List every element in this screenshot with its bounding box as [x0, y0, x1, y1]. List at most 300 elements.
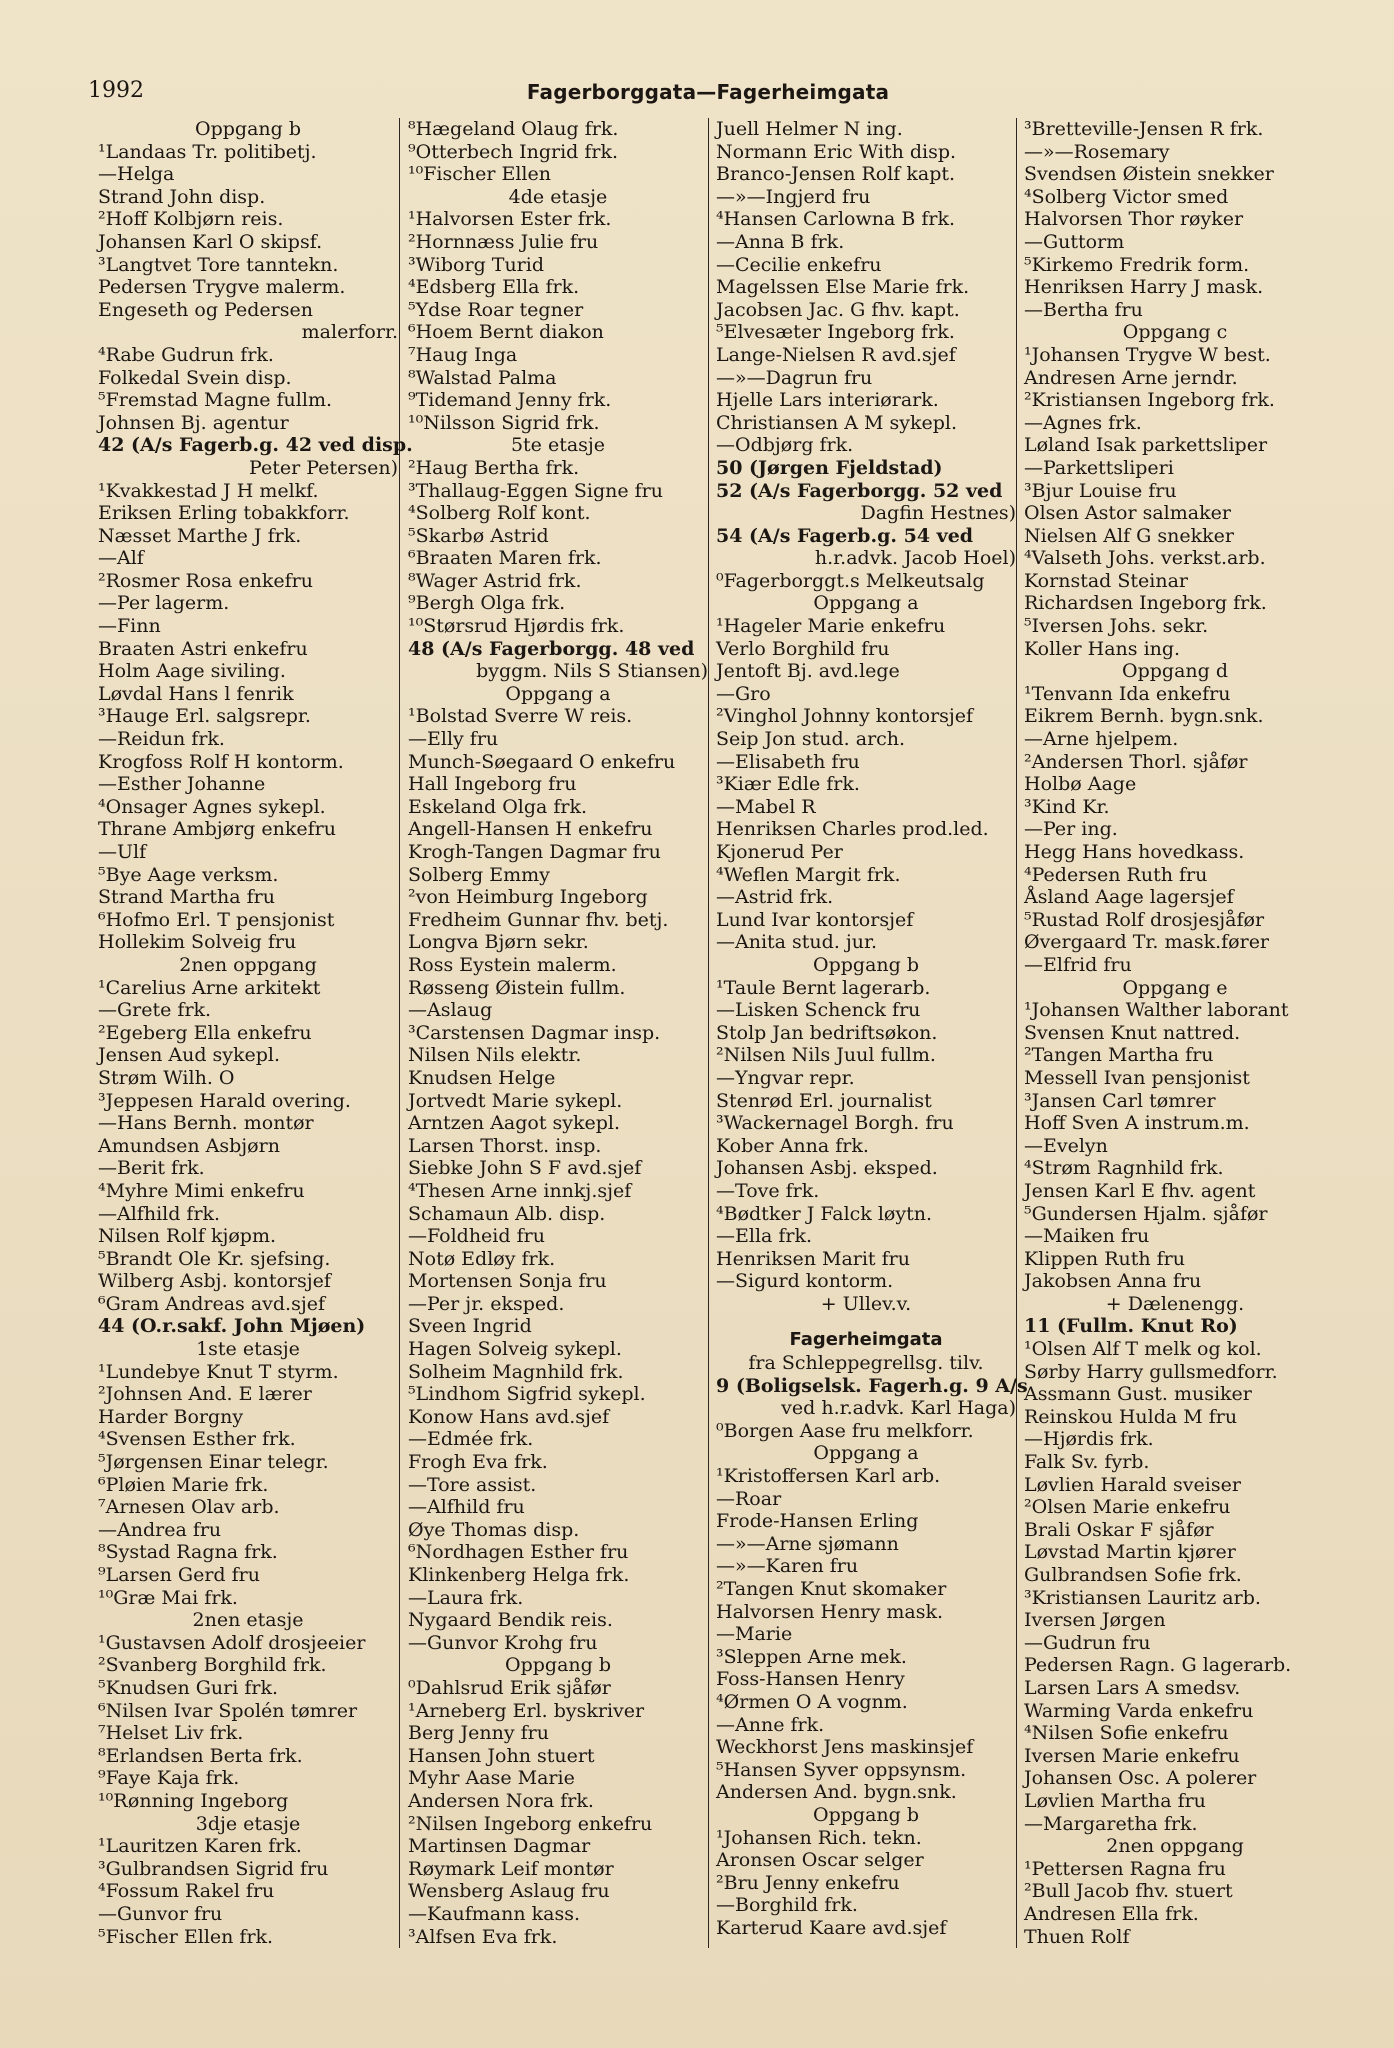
- directory-entry: Berg Jenny fru: [408, 1722, 549, 1745]
- directory-entry: Richardsen Ingeborg frk.: [1024, 592, 1267, 615]
- directory-entry: —Helga: [98, 163, 175, 186]
- directory-entry: Klinkenberg Helga frk.: [408, 1564, 630, 1586]
- directory-entry: —Gudrun fru: [1024, 1631, 1151, 1654]
- directory-entry: —Ella frk.: [716, 1225, 813, 1248]
- directory-entry: ⁵Elvesæter Ingeborg frk.: [716, 321, 955, 344]
- directory-entry: ²von Heimburg Ingeborg: [408, 886, 648, 909]
- directory-entry: ³Alfsen Eva frk.: [408, 1925, 558, 1948]
- directory-entry: Brali Oskar F sjåfør: [1024, 1518, 1214, 1541]
- column-3: [716, 118, 1028, 1940]
- directory-entry: —Gro: [716, 682, 771, 705]
- directory-entry: ¹Carelius Arne arkitekt: [98, 976, 321, 999]
- directory-entry: Kjonerud Per: [716, 841, 843, 863]
- directory-entry: —Andrea fru: [98, 1518, 222, 1541]
- directory-entry: ¹Johansen Rich. tekn.: [716, 1826, 922, 1849]
- directory-entry: ⁴Bødtker J Falck løytn.: [716, 1202, 933, 1225]
- directory-entry: ⁴Svensen Esther frk.: [98, 1428, 296, 1451]
- directory-entry: —Evelyn: [1024, 1134, 1108, 1157]
- directory-entry: ¹Hageler Marie enkefru: [716, 615, 946, 638]
- directory-entry: Andersen Nora frk.: [408, 1789, 594, 1812]
- directory-entry: Eriksen Erling tobakkforr.: [98, 502, 350, 525]
- section-heading: 2nen oppgang: [1106, 1835, 1244, 1858]
- directory-entry: —Foldheid fru: [408, 1225, 545, 1248]
- directory-entry: Andersen And. bygn.snk.: [716, 1781, 957, 1804]
- directory-entry: Sveen Ingrid: [408, 1315, 532, 1338]
- directory-entry: —Alf: [98, 547, 144, 570]
- directory-entry: Øvergaard Tr. mask.fører: [1024, 931, 1270, 954]
- directory-entry: Schamaun Alb. disp.: [408, 1202, 606, 1225]
- directory-entry: —Borghild frk.: [716, 1894, 858, 1917]
- section-heading: 4de etasje: [508, 185, 608, 208]
- directory-entry: ²Bull Jacob fhv. stuert: [1024, 1880, 1233, 1903]
- directory-entry: Normann Eric With disp.: [716, 140, 957, 163]
- section-heading: Oppgang b: [813, 953, 919, 976]
- entry-continuation: byggm. Nils S Stiansen): [476, 660, 708, 683]
- directory-entry: ⁹Bergh Olga frk.: [408, 592, 566, 615]
- directory-entry: ⁵Ydse Roar tegner: [408, 298, 584, 321]
- directory-entry: ¹Landaas Tr. politibetj.: [98, 140, 317, 163]
- directory-entry: —Maiken fru: [1024, 1225, 1150, 1248]
- directory-entry: Løvstad Martin kjører: [1024, 1541, 1236, 1564]
- directory-entry: Åsland Aage lagersjef: [1024, 886, 1234, 909]
- directory-entry: Braaten Astri enkefru: [98, 637, 308, 660]
- directory-entry: Pedersen Trygve malerm.: [98, 276, 346, 299]
- page-header: [88, 78, 1328, 108]
- directory-entry: ¹Bolstad Sverre W reis.: [408, 705, 633, 728]
- section-heading: 1ste etasje: [196, 1338, 300, 1361]
- directory-entry: ⁹Larsen Gerd fru: [98, 1564, 260, 1586]
- directory-entry: Lange-Nielsen R avd.sjef: [716, 343, 956, 366]
- directory-entry: ⁰Dahlsrud Erik sjåfør: [408, 1676, 611, 1699]
- building-heading: 44 (O.r.sakf. John Mjøen): [98, 1315, 366, 1338]
- spacer: [716, 1315, 1016, 1329]
- column-1: [98, 118, 413, 1948]
- directory-entry: —»—Rosemary: [1024, 140, 1170, 163]
- directory-entry: —Gunvor Krohg fru: [408, 1631, 598, 1654]
- directory-entry: Iversen Marie enkefru: [1024, 1744, 1240, 1767]
- directory-entry: —»—Arne sjømann: [716, 1532, 899, 1555]
- section-heading: 2nen etasje: [192, 1609, 304, 1632]
- directory-entry: —Bertha fru: [1024, 298, 1143, 321]
- directory-entry: Branco-Jensen Rolf kapt.: [716, 163, 956, 186]
- directory-entry: Aronsen Oscar selger: [716, 1849, 924, 1872]
- directory-entry: ⁷Helset Liv frk.: [98, 1722, 244, 1745]
- directory-entry: Wilberg Asbj. kontorsjef: [98, 1270, 331, 1293]
- directory-entry: —Kaufmann kass.: [408, 1902, 581, 1925]
- directory-entry: Weckhorst Jens maskinsjef: [716, 1736, 974, 1759]
- directory-entry: ⁹Faye Kaja frk.: [98, 1767, 240, 1790]
- directory-entry: —Reidun frk.: [98, 728, 225, 751]
- directory-entry: Johansen Osc. A polerer: [1024, 1767, 1257, 1790]
- section-heading: Oppgang b: [195, 118, 301, 140]
- directory-columns: [0, 118, 1394, 2018]
- directory-entry: Solberg Emmy: [408, 863, 550, 886]
- directory-entry: Siebke John S F avd.sjef: [408, 1157, 642, 1180]
- directory-entry: ⁴Solberg Rolf kont.: [408, 502, 591, 525]
- page-number: 1992: [88, 78, 144, 103]
- directory-entry: ⁹Tidemand Jenny frk.: [408, 389, 612, 412]
- directory-entry: Munch-Søegaard O enkefru: [408, 750, 676, 773]
- directory-entry: ⁴Ørmen O A vognm.: [716, 1690, 908, 1713]
- directory-entry: ¹Taule Bernt lagerarb.: [716, 976, 931, 999]
- directory-entry: Henriksen Marit fru: [716, 1247, 910, 1270]
- directory-entry: ⁵Iversen Johs. sekr.: [1024, 615, 1209, 638]
- directory-entry: —Aslaug: [408, 999, 493, 1022]
- directory-entry: Krogfoss Rolf H kontorm.: [98, 750, 344, 773]
- directory-entry: —Per jr. eksped.: [408, 1292, 565, 1315]
- directory-entry: ⁴Solberg Victor smed: [1024, 185, 1229, 208]
- directory-entry: —Odbjørg frk.: [716, 434, 854, 457]
- directory-entry: Thrane Ambjørg enkefru: [98, 818, 336, 841]
- directory-entry: ⁴Pedersen Ruth fru: [1024, 863, 1208, 886]
- directory-entry: ³Bjur Louise fru: [1024, 479, 1177, 502]
- directory-entry: Jensen Aud sykepl.: [98, 1044, 281, 1067]
- directory-entry: Næsset Marthe J frk.: [98, 524, 302, 547]
- directory-entry: ²Kristiansen Ingeborg frk.: [1024, 389, 1275, 412]
- directory-entry: —Yngvar repr.: [716, 1066, 855, 1089]
- directory-entry: Hegg Hans hovedkass.: [1024, 841, 1245, 863]
- directory-entry: Messell Ivan pensjonist: [1024, 1066, 1250, 1089]
- directory-entry: Larsen Lars A smedsv.: [1024, 1676, 1241, 1699]
- directory-entry: ¹Tenvann Ida enkefru: [1024, 682, 1231, 705]
- page-title: Fagerborggata—Fagerheimgata: [526, 80, 890, 104]
- directory-entry: ¹Kristoffersen Karl arb.: [716, 1465, 941, 1488]
- directory-entry: —Parkettsliperi: [1024, 456, 1174, 479]
- directory-entry: Jacobsen Jac. G fhv. kapt.: [716, 298, 960, 321]
- directory-entry: —Per ing.: [1024, 818, 1118, 841]
- directory-entry: ³Thallaug-Eggen Signe fru: [408, 479, 663, 502]
- building-heading: 11 (Fullm. Knut Ro): [1024, 1315, 1238, 1338]
- directory-entry: ²Hoff Kolbjørn reis.: [98, 208, 284, 231]
- directory-entry: Nygaard Bendik reis.: [408, 1609, 613, 1632]
- directory-entry: ⁶Braaten Maren frk.: [408, 547, 602, 570]
- directory-entry: Reinskou Hulda M fru: [1024, 1405, 1238, 1428]
- directory-entry: ²Tangen Martha fru: [1024, 1044, 1214, 1067]
- section-heading: 2nen oppgang: [179, 953, 317, 976]
- directory-entry: —Cecilie enkefru: [716, 253, 882, 276]
- directory-entry: —Per lagerm.: [98, 592, 230, 615]
- directory-entry: —Roar: [716, 1487, 782, 1510]
- directory-entry: Henriksen Charles prod.led.: [716, 818, 989, 841]
- directory-entry: ²Olsen Marie enkefru: [1024, 1496, 1231, 1519]
- directory-entry: Warming Varda enkefru: [1024, 1699, 1254, 1722]
- directory-entry: —Sigurd kontorm.: [716, 1270, 894, 1293]
- directory-entry: Henriksen Harry J mask.: [1024, 276, 1264, 299]
- directory-entry: ²Haug Bertha frk.: [408, 456, 580, 479]
- directory-entry: Solheim Magnhild frk.: [408, 1360, 624, 1383]
- directory-entry: ¹Lundebye Knut T styrm.: [98, 1360, 339, 1383]
- directory-entry: ⁴Myhre Mimi enkefru: [98, 1179, 305, 1202]
- directory-entry: Holm Aage siviling.: [98, 660, 286, 683]
- directory-entry: Mortensen Sonja fru: [408, 1270, 607, 1293]
- section-heading: Oppgang a: [813, 1442, 919, 1465]
- directory-entry: ¹Kvakkestad J H melkf.: [98, 479, 319, 502]
- directory-entry: Strand Martha fru: [98, 886, 275, 909]
- directory-entry: —Edmée frk.: [408, 1428, 534, 1451]
- section-heading: Oppgang d: [1122, 660, 1228, 683]
- directory-entry: ²Svanberg Borghild frk.: [98, 1654, 327, 1677]
- building-heading: 42 (A/s Fagerb.g. 42 ved disp.: [98, 434, 413, 457]
- directory-entry: ⁶Hofmo Erl. T pensjonist: [98, 908, 335, 931]
- entry-continuation: ved h.r.advk. Karl Haga): [781, 1397, 1016, 1420]
- directory-entry: Arntzen Aagot sykepl.: [408, 1112, 621, 1135]
- directory-entry: ¹Gustavsen Adolf drosjeeier: [98, 1631, 366, 1654]
- directory-entry: —Elly fru: [408, 728, 499, 751]
- directory-entry: Wensberg Aslaug fru: [408, 1880, 610, 1903]
- building-heading: 9 (Boligselsk. Fagerh.g. 9 A/s: [716, 1374, 1028, 1397]
- directory-entry: Kober Anna frk.: [716, 1134, 869, 1157]
- directory-entry: ³Gulbrandsen Sigrid fru: [98, 1857, 329, 1880]
- entry-continuation: Peter Petersen): [249, 456, 398, 479]
- directory-entry: —»—Ingjerd fru: [716, 185, 871, 208]
- directory-entry: Karterud Kaare avd.sjef: [716, 1916, 947, 1939]
- directory-entry: Falk Sv. fyrb.: [1024, 1451, 1150, 1474]
- directory-entry: —Hans Bernh. montør: [98, 1112, 314, 1135]
- directory-entry: Johnsen Bj. agentur: [98, 411, 289, 434]
- directory-entry: ⁵Brandt Ole Kr. sjefsing.: [98, 1247, 331, 1270]
- directory-entry: Iversen Jørgen: [1024, 1609, 1166, 1632]
- directory-entry: ⁵Rustad Rolf drosjesjåfør: [1024, 908, 1265, 931]
- directory-entry: Koller Hans ing.: [1024, 637, 1181, 660]
- directory-entry: Fredheim Gunnar fhv. betj.: [408, 908, 669, 931]
- directory-entry: ⁴Hansen Carlowna B frk.: [716, 208, 956, 231]
- directory-entry: ²Hornnæss Julie fru: [408, 230, 599, 253]
- directory-entry: Frode-Hansen Erling: [716, 1510, 919, 1533]
- directory-entry: ⁶Nilsen Ivar Spolén tømrer: [98, 1699, 358, 1722]
- directory-entry: Krogh-Tangen Dagmar fru: [408, 841, 661, 863]
- directory-entry: Løland Isak parkettsliper: [1024, 434, 1268, 457]
- directory-entry: Hall Ingeborg fru: [408, 773, 577, 796]
- directory-entry: ³Carstensen Dagmar insp.: [408, 1021, 661, 1044]
- directory-entry: Harder Borgny: [98, 1405, 244, 1428]
- directory-entry: ⁴Strøm Ragnhild frk.: [1024, 1157, 1224, 1180]
- directory-entry: Hjelle Lars interiørark.: [716, 389, 939, 412]
- directory-entry: Løvlien Martha fru: [1024, 1789, 1206, 1812]
- directory-entry: ³Jansen Carl tømrer: [1024, 1089, 1216, 1112]
- directory-entry: Seip Jon stud. arch.: [716, 728, 906, 751]
- entry-continuation: Dagfin Hestnes): [860, 502, 1016, 525]
- entry-continuation: h.r.advk. Jacob Hoel): [814, 547, 1016, 570]
- directory-entry: —Finn: [98, 615, 161, 638]
- directory-entry: Eskeland Olga frk.: [408, 795, 588, 818]
- directory-entry: ⁴Rabe Gudrun frk.: [98, 343, 274, 366]
- directory-entry: ⁸Systad Ragna frk.: [98, 1541, 278, 1564]
- directory-entry: Angell-Hansen H enkefru: [408, 818, 653, 841]
- directory-entry: Notø Edløy frk.: [408, 1247, 556, 1270]
- directory-entry: Øye Thomas disp.: [408, 1518, 580, 1541]
- directory-entry: Nielsen Alf G snekker: [1024, 524, 1234, 547]
- directory-entry: Frogh Eva frk.: [408, 1451, 548, 1474]
- directory-entry: Magelssen Else Marie frk.: [716, 276, 970, 299]
- directory-entry: Christiansen A M sykepl.: [716, 411, 958, 434]
- directory-entry: Hansen John stuert: [408, 1744, 595, 1767]
- directory-entry: Gulbrandsen Sofie frk.: [1024, 1564, 1242, 1586]
- directory-entry: —Anne frk.: [716, 1713, 825, 1736]
- directory-entry: Stenrød Erl. journalist: [716, 1089, 932, 1112]
- section-heading: Oppgang c: [1122, 321, 1228, 344]
- directory-entry: Løvdal Hans l fenrik: [98, 682, 294, 705]
- directory-entry: ³Jeppesen Harald overing.: [98, 1089, 351, 1112]
- directory-entry: —Berit frk.: [98, 1157, 205, 1180]
- directory-entry: ⁵Skarbø Astrid: [408, 524, 549, 547]
- directory-entry: Røsseng Øistein fullm.: [408, 976, 626, 999]
- directory-entry: ⁸Erlandsen Berta frk.: [98, 1744, 303, 1767]
- directory-entry: —Tore assist.: [408, 1473, 537, 1496]
- directory-entry: —Agnes frk.: [1024, 411, 1142, 434]
- directory-entry: —Elisabeth fru: [716, 750, 860, 773]
- directory-entry: —Mabel R: [716, 795, 816, 818]
- directory-entry: ¹Johansen Trygve W best.: [1024, 343, 1271, 366]
- directory-entry: ¹Pettersen Ragna fru: [1024, 1857, 1226, 1880]
- directory-entry: ³Wackernagel Borgh. fru: [716, 1112, 954, 1135]
- directory-entry: —Guttorm: [1024, 230, 1125, 253]
- directory-entry: Olsen Astor salmaker: [1024, 502, 1231, 525]
- directory-entry: Engeseth og Pedersen: [98, 298, 313, 321]
- directory-entry: ²Bru Jenny enkefru: [716, 1871, 900, 1894]
- directory-entry: ³Wiborg Turid: [408, 253, 545, 276]
- section-heading: Oppgang a: [813, 592, 919, 615]
- directory-entry: Halvorsen Thor røyker: [1024, 208, 1244, 231]
- directory-entry: ⁶Hoem Bernt diakon: [408, 321, 604, 344]
- directory-entry: ⁴Valseth Johs. verkst.arb.: [1024, 547, 1266, 570]
- directory-entry: Verlo Borghild fru: [716, 637, 890, 660]
- directory-entry: Thuen Rolf: [1024, 1925, 1130, 1948]
- directory-entry: ⁷Haug Inga: [408, 343, 518, 366]
- directory-entry: ¹Olsen Alf T melk og kol.: [1024, 1338, 1262, 1361]
- directory-entry: Pedersen Ragn. G lagerarb.: [1024, 1654, 1292, 1677]
- directory-entry: Jensen Karl E fhv. agent: [1024, 1179, 1256, 1202]
- directory-entry: —Hjørdis frk.: [1024, 1428, 1154, 1451]
- directory-entry: Martinsen Dagmar: [408, 1835, 591, 1858]
- directory-entry: —Marie: [716, 1623, 793, 1646]
- directory-entry: Johansen Karl O skipsf.: [98, 230, 323, 253]
- directory-entry: ⁵Gundersen Hjalm. sjåfør: [1024, 1202, 1268, 1225]
- directory-entry: ¹⁰Græ Mai frk.: [98, 1586, 238, 1609]
- directory-entry: Longva Bjørn sekr.: [408, 931, 589, 954]
- directory-entry: Sørby Harry gullsmedforr.: [1024, 1360, 1278, 1383]
- section-heading: + Ullev.v.: [820, 1292, 912, 1315]
- directory-entry: Hagen Solveig sykepl.: [408, 1338, 622, 1361]
- directory-entry: ³Hauge Erl. salgsrepr.: [98, 705, 311, 728]
- directory-entry: Larsen Thorst. insp.: [408, 1134, 602, 1157]
- directory-entry: ⁹Otterbech Ingrid frk.: [408, 140, 619, 163]
- directory-entry: ⁷Arnesen Olav arb.: [98, 1496, 280, 1519]
- directory-entry: ¹Arneberg Erl. byskriver: [408, 1699, 645, 1722]
- directory-entry: ⁵Knudsen Guri frk.: [98, 1676, 278, 1699]
- directory-entry: ⁶Pløien Marie frk.: [98, 1473, 269, 1496]
- directory-entry: ¹Johansen Walther laborant: [1024, 999, 1289, 1022]
- directory-entry: Jakobsen Anna fru: [1024, 1270, 1202, 1293]
- directory-entry: ⁰Borgen Aase fru melkforr.: [716, 1419, 974, 1442]
- directory-entry: —Margaretha frk.: [1024, 1812, 1198, 1835]
- directory-entry: Klippen Ruth fru: [1024, 1247, 1185, 1270]
- directory-entry: ²Rosmer Rosa enkefru: [98, 569, 313, 592]
- directory-entry: ⁴Fossum Rakel fru: [98, 1880, 275, 1903]
- section-heading: fra Schleppegrellsg. tilv.: [748, 1352, 984, 1375]
- directory-entry: Jortvedt Marie sykepl.: [408, 1089, 623, 1112]
- directory-entry: —Elfrid fru: [1024, 953, 1132, 976]
- directory-entry: —Laura frk.: [408, 1586, 524, 1609]
- directory-entry: —Anita stud. jur.: [716, 931, 878, 954]
- directory-entry: Assmann Gust. musiker: [1024, 1383, 1252, 1406]
- directory-entry: —Tove frk.: [716, 1179, 820, 1202]
- directory-entry: Johansen Asbj. eksped.: [716, 1157, 938, 1180]
- directory-entry: ⁵Hansen Syver oppsynsm.: [716, 1758, 967, 1781]
- directory-entry: —Anna B frk.: [716, 230, 845, 253]
- building-heading: 50 (Jørgen Fjeldstad): [716, 456, 943, 479]
- directory-entry: —Alfhild fru: [408, 1496, 525, 1519]
- directory-entry: Strøm Wilh. O: [98, 1066, 235, 1089]
- section-heading: Oppgang a: [505, 682, 611, 705]
- directory-entry: ⁵Jørgensen Einar telegr.: [98, 1451, 329, 1474]
- directory-entry: Nilsen Nils elektr.: [408, 1044, 582, 1067]
- directory-entry: ²Egeberg Ella enkefru: [98, 1021, 312, 1044]
- directory-entry: ⁵Kirkemo Fredrik form.: [1024, 253, 1250, 276]
- directory-entry: ⁴Weflen Margit frk.: [716, 863, 901, 886]
- directory-entry: Konow Hans avd.sjef: [408, 1405, 610, 1428]
- directory-entry: ¹⁰Nilsson Sigrid frk.: [408, 411, 600, 434]
- directory-entry: —Ulf: [98, 841, 147, 863]
- directory-entry: ³Bretteville-Jensen R frk.: [1024, 118, 1264, 140]
- column-2: [408, 118, 708, 1948]
- directory-entry: Jentoft Bj. avd.lege: [716, 660, 900, 683]
- directory-entry: ⁴Edsberg Ella frk.: [408, 276, 580, 299]
- directory-entry: Kornstad Steinar: [1024, 569, 1188, 592]
- directory-entry: ¹⁰Rønning Ingeborg: [98, 1789, 289, 1812]
- directory-entry: ³Kiær Edle frk.: [716, 773, 860, 796]
- directory-entry: ¹Halvorsen Ester frk.: [408, 208, 612, 231]
- directory-entry: ⁴Nilsen Sofie enkefru: [1024, 1722, 1229, 1745]
- directory-entry: ³Kristiansen Lauritz arb.: [1024, 1586, 1261, 1609]
- directory-entry: —»—Dagrun fru: [716, 366, 873, 389]
- section-heading: Oppgang b: [813, 1803, 919, 1826]
- directory-entry: —Arne hjelpem.: [1024, 728, 1179, 751]
- directory-entry: ¹⁰Størsrud Hjørdis frk.: [408, 615, 625, 638]
- directory-entry: ²Nilsen Ingeborg enkefru: [408, 1812, 653, 1835]
- directory-entry: —Alfhild frk.: [98, 1202, 221, 1225]
- directory-entry: Folkedal Svein disp.: [98, 366, 292, 389]
- directory-entry: ¹⁰Fischer Ellen: [408, 163, 551, 186]
- directory-entry: —Grete frk.: [98, 999, 212, 1022]
- directory-entry: —»—Karen fru: [716, 1555, 859, 1578]
- directory-entry: ⁰Fagerborggt.s Melkeutsalg: [716, 569, 985, 592]
- directory-entry: ³Kind Kr.: [1024, 795, 1110, 818]
- directory-entry: —Gunvor fru: [98, 1902, 223, 1925]
- directory-entry: Svendsen Øistein snekker: [1024, 163, 1274, 186]
- directory-entry: ³Sleppen Arne mek.: [716, 1645, 907, 1668]
- column-4: [1024, 118, 1326, 1948]
- directory-entry: ⁵Fischer Ellen frk.: [98, 1925, 274, 1948]
- directory-entry: Andresen Ella frk.: [1024, 1902, 1199, 1925]
- directory-entry: ⁴Thesen Arne innkj.sjef: [408, 1179, 632, 1202]
- directory-entry: ²Tangen Knut skomaker: [716, 1578, 947, 1600]
- directory-entry: Eikrem Bernh. bygn.snk.: [1024, 705, 1264, 728]
- directory-entry: ⁵Bye Aage verksm.: [98, 863, 279, 886]
- directory-entry: Halvorsen Henry mask.: [716, 1600, 944, 1623]
- directory-entry: Amundsen Asbjørn: [98, 1134, 280, 1157]
- directory-entry: ⁵Lindhom Sigfrid sykepl.: [408, 1383, 646, 1406]
- section-heading: + Dælenengg.: [1105, 1292, 1245, 1315]
- directory-entry: Andresen Arne jerndr.: [1024, 366, 1238, 389]
- directory-entry: ⁴Onsager Agnes sykepl.: [98, 795, 326, 818]
- directory-entry: —Esther Johanne: [98, 773, 266, 796]
- directory-entry: ¹Lauritzen Karen frk.: [98, 1835, 302, 1858]
- directory-entry: Myhr Aase Marie: [408, 1767, 575, 1790]
- directory-entry: ²Nilsen Nils Juul fullm.: [716, 1044, 936, 1067]
- directory-entry: ³Langtvet Tore tanntekn.: [98, 253, 339, 276]
- directory-entry: Foss-Hansen Henry: [716, 1668, 905, 1691]
- directory-entry: Knudsen Helge: [408, 1066, 556, 1089]
